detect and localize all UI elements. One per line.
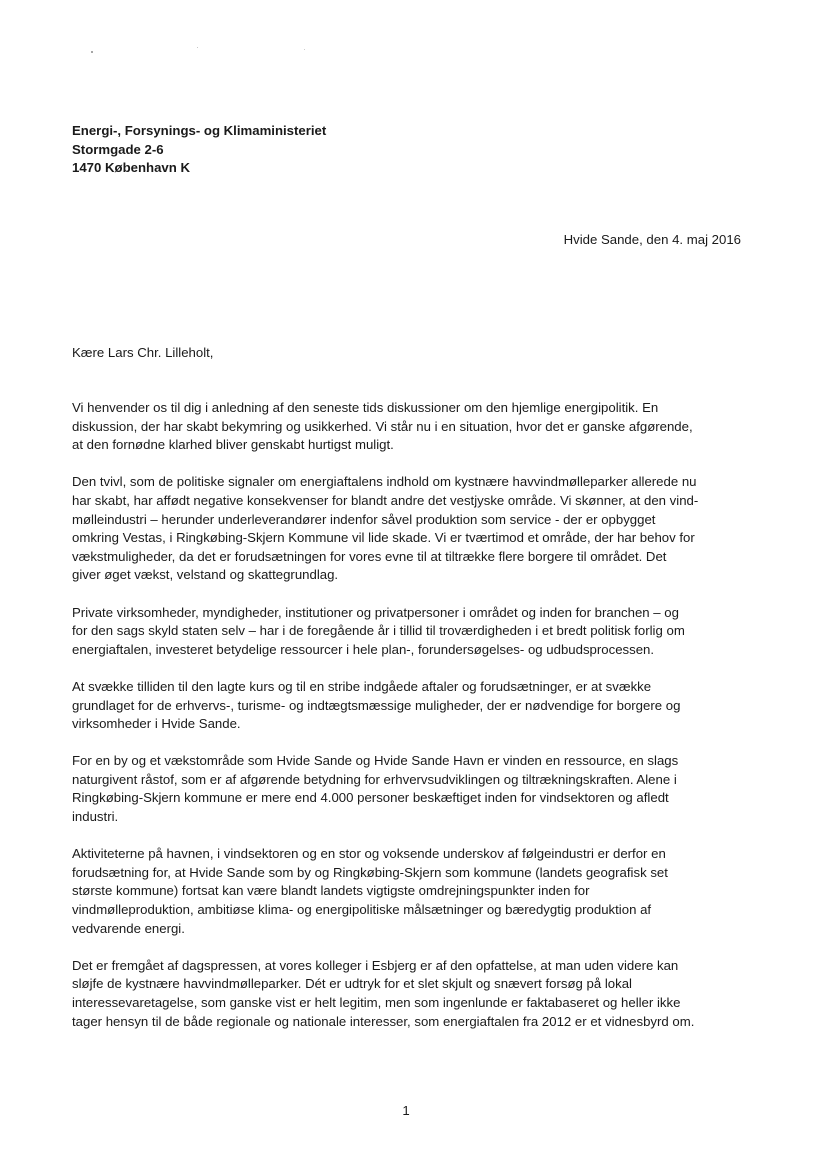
paragraph-5 bbox=[72, 752, 762, 826]
text-line: diskussion, der har skabt bekymring og usikkerhed. Vi står nu i en situation, hvor det er ganske afgørende, bbox=[72, 418, 693, 434]
text-line: interessevaretagelse, som ganske vist er helt legitim, men som ingenlunde er faktabaseret og heller ikke bbox=[72, 995, 681, 1010]
recipient-city: 1470 København K bbox=[72, 160, 190, 175]
text-line: vindmølleproduktion, ambitiøse klima- og energipolitiske målsætninger og bæredygtig produktion af bbox=[72, 902, 652, 918]
paragraph-1 bbox=[72, 399, 762, 455]
text-line: industri. bbox=[72, 809, 119, 825]
text-line: Ringkøbing-Skjern kommune er mere end 4.000 personer beskæftiget inden for vindsektoren og afledt bbox=[72, 790, 669, 806]
text-line: vedvarende energi. bbox=[72, 920, 185, 936]
text-line: grundlaget for de erhvervs-, turisme- og indtægtsmæssige muligheder, der er nødvendige for borgere og bbox=[72, 697, 681, 713]
place-and-date: Hvide Sande, den 4. maj 2016 bbox=[563, 232, 741, 247]
text-line: sløjfe de kystnære havvindmølleparker. Dét er udtryk for et slet skjult og snævert forsøg på lokal bbox=[72, 976, 632, 992]
text-line: største kommune) fortsat kan være blandt landets vigtigste omdrejningspunkter inden for bbox=[72, 883, 590, 899]
text-line: Aktiviteterne på havnen, i vindsektoren og en stor og voksende underskov af følgeindustri er derfor en bbox=[72, 846, 666, 862]
scan-speck bbox=[304, 49, 305, 50]
text-line: vækstmuligheder, da det er forudsætningen for vores evne til at tiltrække flere borgere til området. Det bbox=[72, 548, 667, 564]
text-line: Den tvivl, som de politiske signaler om energiaftalens indhold om kystnære havvindmølleparker allerede nu bbox=[72, 474, 697, 490]
paragraph-2 bbox=[72, 473, 762, 585]
text-line: tager hensyn til de både regionale og nationale interesser, som energiaftalen fra 2012 er et vidnesbyrd om. bbox=[72, 1013, 695, 1029]
paragraph-3 bbox=[72, 604, 762, 660]
text-line: naturgivent råstof, som er af afgørende betydning for erhvervsudviklingen og tiltrækningskraften. Alene i bbox=[72, 771, 677, 787]
scan-speck bbox=[91, 51, 93, 53]
text-line: Det er fremgået af dagspressen, at vores kolleger i Esbjerg er af den opfattelse, at man uden videre kan bbox=[72, 957, 679, 973]
text-line: energiaftalen, investeret betydelige ressourcer i hele plan-, forundersøgelses- og udbudsprocessen. bbox=[72, 641, 655, 657]
scan-speck bbox=[197, 47, 198, 48]
recipient-street: Stormgade 2-6 bbox=[72, 141, 164, 157]
text-line: omkring Vestas, i Ringkøbing-Skjern Kommune vil lide skade. Vi er tværtimod et område, der har behov for bbox=[72, 530, 695, 546]
paragraph-4 bbox=[72, 678, 762, 734]
page-number: 1 bbox=[402, 1103, 410, 1118]
text-line: at den fornødne klarhed bliver genskabt hurtigst muligt. bbox=[72, 437, 394, 453]
recipient-name: Energi-, Forsynings- og Klimaministeriet bbox=[72, 123, 327, 138]
text-line: mølleindustri – herunder underleverandører indenfor såvel produktion som service - der er opbygget bbox=[72, 511, 656, 527]
text-line: for den sags skyld staten selv – har i de foregående år i tillid til troværdigheden i et bredt politisk forlig om bbox=[72, 623, 685, 639]
paragraph-7 bbox=[72, 957, 762, 1031]
recipient-address bbox=[72, 122, 326, 178]
text-line: virksomheder i Hvide Sande. bbox=[72, 716, 241, 732]
text-line: Private virksomheder, myndigheder, institutioner og privatpersoner i området og inden for branchen – og bbox=[72, 604, 679, 620]
text-line: Vi henvender os til dig i anledning af den seneste tids diskussioner om den hjemlige energipolitik. En bbox=[72, 400, 659, 415]
letter-body bbox=[72, 399, 762, 1050]
text-line: forudsætning for, at Hvide Sande som by og Ringkøbing-Skjern som kommune (landets geografisk set bbox=[72, 864, 668, 880]
paragraph-6 bbox=[72, 845, 762, 938]
text-line: For en by og et vækstområde som Hvide Sande og Hvide Sande Havn er vinden en ressource, en slags bbox=[72, 753, 679, 769]
text-line: giver øget vækst, velstand og skattegrundlag. bbox=[72, 567, 339, 583]
text-line: har skabt, har affødt negative konsekvenser for blandt andre det vestjyske område. Vi skønner, at den vind- bbox=[72, 492, 699, 508]
text-line: At svække tilliden til den lagte kurs og til en stribe indgåede aftaler og forudsætninger, er at svække bbox=[72, 678, 652, 694]
salutation: Kære Lars Chr. Lilleholt, bbox=[72, 345, 214, 360]
